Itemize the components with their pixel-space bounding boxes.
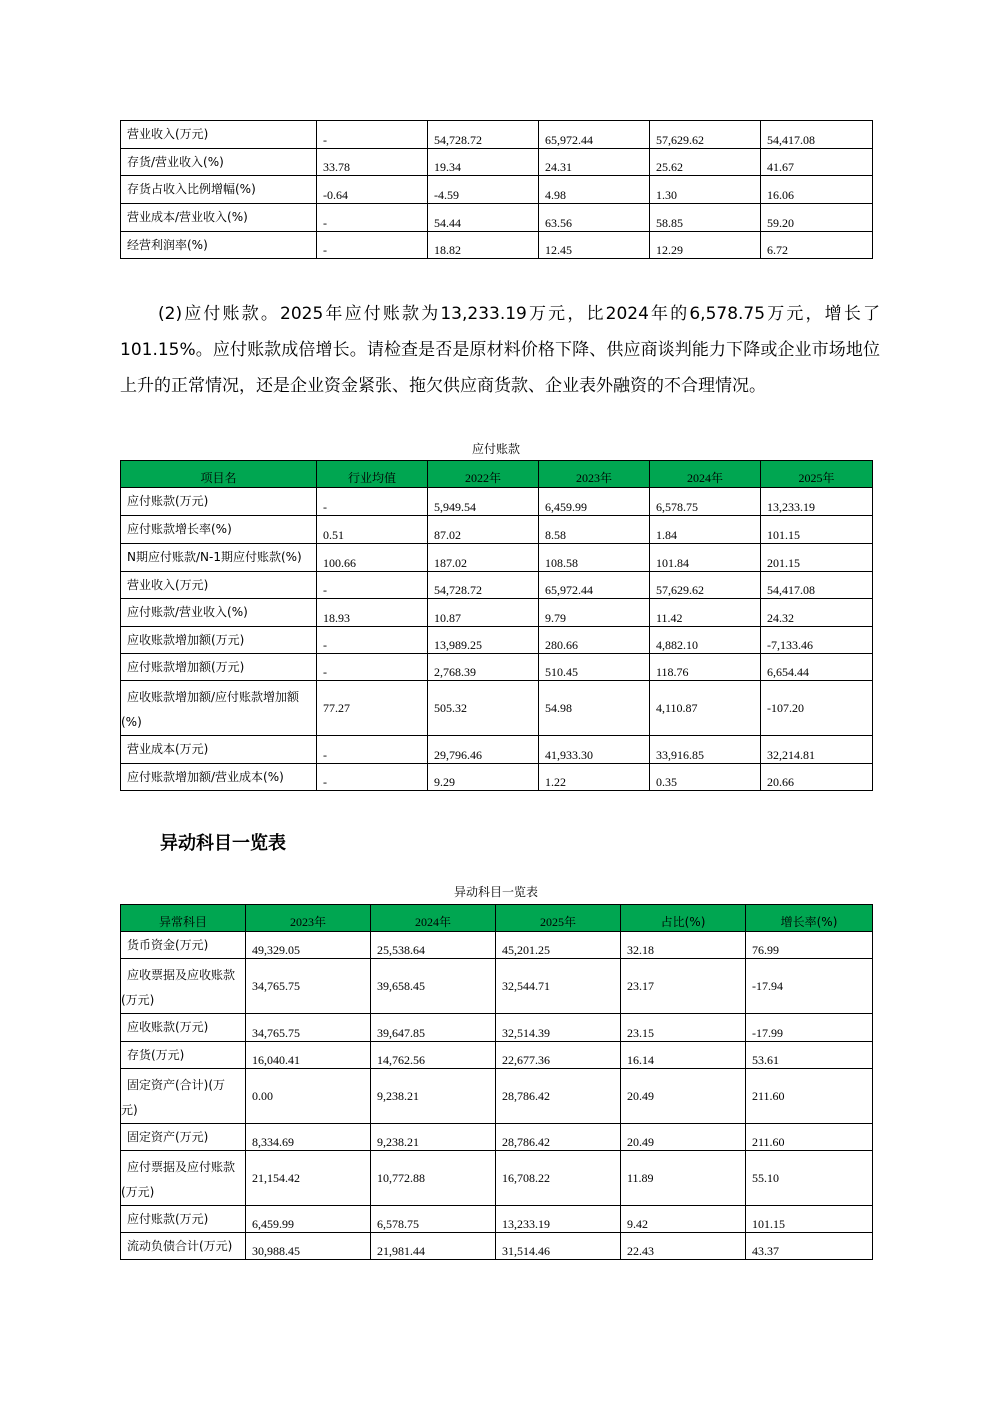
table-cell: 505.32 (428, 681, 539, 736)
row-label: 应付账款增加额(万元) (121, 654, 317, 681)
table-cell: 22.43 (621, 1233, 746, 1260)
table-cell: 34,765.75 (246, 1014, 371, 1042)
table-cell: - (317, 204, 428, 232)
table-cell: 4.98 (539, 176, 650, 204)
table-cell: 0.51 (317, 516, 428, 544)
table-cell: 23.17 (621, 959, 746, 1014)
table-cell: 23.15 (621, 1014, 746, 1042)
table-cell: -107.20 (761, 681, 873, 736)
table-row (121, 1014, 873, 1042)
table-cell: 13,989.25 (428, 627, 539, 654)
table-cell: 45,201.25 (496, 932, 621, 959)
table-cell: 32,514.39 (496, 1014, 621, 1042)
table-row (121, 959, 873, 1014)
table-cell: 39,647.85 (371, 1014, 496, 1042)
table-cell: 1.84 (650, 516, 761, 544)
table-cell: 0.00 (246, 1069, 371, 1124)
table-cell: 58.85 (650, 204, 761, 232)
table-cell: 32,544.71 (496, 959, 621, 1014)
table-cell: 63.56 (539, 204, 650, 232)
table-cell: 25,538.64 (371, 932, 496, 959)
table-row (121, 736, 873, 764)
table-cell: 18.82 (428, 232, 539, 259)
table-cell: 54.44 (428, 204, 539, 232)
table-cell: 0.35 (650, 764, 761, 791)
table-cell: 211.60 (746, 1124, 873, 1151)
table-cell: 13,233.19 (761, 488, 873, 516)
column-header: 项目名 (121, 461, 317, 488)
row-label: 存货占收入比例增幅(%) (121, 176, 317, 204)
table-cell: 10.87 (428, 599, 539, 627)
table-cell: 20.49 (621, 1069, 746, 1124)
table-row (121, 232, 873, 259)
column-header: 异常科目 (121, 905, 246, 932)
row-label: 应收账款增加额/应付账款增加额(%) (121, 681, 317, 736)
row-label: 应付账款(万元) (121, 1206, 246, 1233)
row-label: 货币资金(万元) (121, 932, 246, 959)
table-cell: - (317, 572, 428, 599)
row-label: 应收账款增加额(万元) (121, 627, 317, 654)
table-cell: 118.76 (650, 654, 761, 681)
row-label: 营业收入(万元) (121, 572, 317, 599)
table-cell: 6.72 (761, 232, 873, 259)
row-label: 营业收入(万元) (121, 121, 317, 149)
financial-table-continued (120, 120, 873, 259)
table-cell: 6,459.99 (539, 488, 650, 516)
table-cell: 6,654.44 (761, 654, 873, 681)
accounts-payable-table (120, 460, 873, 791)
table-cell: 57,629.62 (650, 572, 761, 599)
column-header: 2024年 (371, 905, 496, 932)
table-cell: 9,238.21 (371, 1124, 496, 1151)
table-cell: 39,658.45 (371, 959, 496, 1014)
table-cell: 101.15 (746, 1206, 873, 1233)
table-cell: 87.02 (428, 516, 539, 544)
table-row (121, 1151, 873, 1206)
table-cell: 20.49 (621, 1124, 746, 1151)
table-cell: 5,949.54 (428, 488, 539, 516)
table-cell: 54,417.08 (761, 121, 873, 149)
table-row (121, 599, 873, 627)
table-cell: 22,677.36 (496, 1042, 621, 1069)
accounts-payable-caption: 应付账款 (471, 442, 520, 456)
table-cell: 49,329.05 (246, 932, 371, 959)
table-cell: 1.22 (539, 764, 650, 791)
table-cell: 33,916.85 (650, 736, 761, 764)
table-cell: 10,772.88 (371, 1151, 496, 1206)
table-cell: - (317, 121, 428, 149)
table-cell: 9.42 (621, 1206, 746, 1233)
table-cell: 9,238.21 (371, 1069, 496, 1124)
table-cell: 100.66 (317, 544, 428, 572)
table-row (121, 764, 873, 791)
table-cell: 187.02 (428, 544, 539, 572)
table-cell: - (317, 736, 428, 764)
table-cell: 77.27 (317, 681, 428, 736)
table-cell: 57,629.62 (650, 121, 761, 149)
table-cell: 20.66 (761, 764, 873, 791)
table-cell: 25.62 (650, 149, 761, 176)
table-cell: 53.61 (746, 1042, 873, 1069)
table-row (121, 572, 873, 599)
table-cell: - (317, 488, 428, 516)
table-cell: 101.84 (650, 544, 761, 572)
table-cell: 510.45 (539, 654, 650, 681)
table-cell: 54.98 (539, 681, 650, 736)
column-header: 2024年 (650, 461, 761, 488)
column-header: 行业均值 (317, 461, 428, 488)
table-cell: -17.99 (746, 1014, 873, 1042)
table-cell: 18.93 (317, 599, 428, 627)
table-row (121, 654, 873, 681)
table-row (121, 1069, 873, 1124)
table-cell: 16,708.22 (496, 1151, 621, 1206)
table-cell: 9.79 (539, 599, 650, 627)
table-cell: 41.67 (761, 149, 873, 176)
table-cell: 14,762.56 (371, 1042, 496, 1069)
table-row (121, 488, 873, 516)
table-cell: 16.06 (761, 176, 873, 204)
row-label: 存货(万元) (121, 1042, 246, 1069)
table-cell: 65,972.44 (539, 121, 650, 149)
table-cell: 34,765.75 (246, 959, 371, 1014)
table-row (121, 1124, 873, 1151)
table-cell: 65,972.44 (539, 572, 650, 599)
table-cell: 9.29 (428, 764, 539, 791)
row-label: 应付票据及应付账款(万元) (121, 1151, 246, 1206)
table-cell: -17.94 (746, 959, 873, 1014)
table-cell: 6,578.75 (650, 488, 761, 516)
table-row (121, 176, 873, 204)
table-cell: 24.32 (761, 599, 873, 627)
table-cell: -0.64 (317, 176, 428, 204)
table-row (121, 121, 873, 149)
column-header: 占比(%) (621, 905, 746, 932)
table-cell: 201.15 (761, 544, 873, 572)
section-heading: 异动科目一览表 (160, 833, 286, 854)
table-cell: - (317, 232, 428, 259)
table-row (121, 1206, 873, 1233)
table-cell: 30,988.45 (246, 1233, 371, 1260)
table-cell: -7,133.46 (761, 627, 873, 654)
table-cell: 54,728.72 (428, 572, 539, 599)
row-label: 营业成本(万元) (121, 736, 317, 764)
table-row (121, 627, 873, 654)
table-cell: - (317, 627, 428, 654)
table-cell: -4.59 (428, 176, 539, 204)
table-cell: - (317, 764, 428, 791)
row-label: 应付账款(万元) (121, 488, 317, 516)
row-label: 经营利润率(%) (121, 232, 317, 259)
table-row (121, 681, 873, 736)
table-cell: 41,933.30 (539, 736, 650, 764)
row-label: 应收票据及应收账款(万元) (121, 959, 246, 1014)
table-cell: 6,459.99 (246, 1206, 371, 1233)
table-cell: 211.60 (746, 1069, 873, 1124)
table-row (121, 204, 873, 232)
accounts-payable-paragraph: (2)应付账款。2025年应付账款为13,233.19万元，比2024年的6,578.75万元，增长了101.15%。应付账款成倍增长。请检查是否是原材料价格下降、供应商谈判能力下降或企业市场地位上升的正常情况，还是企业资金紧张、拖欠供应商货款、企业表外融资的不合理情况。 (120, 304, 880, 396)
table-cell: 8,334.69 (246, 1124, 371, 1151)
table-cell: 29,796.46 (428, 736, 539, 764)
table-cell: 13,233.19 (496, 1206, 621, 1233)
table-cell: 4,110.87 (650, 681, 761, 736)
row-label: N期应付账款/N-1期应付账款(%) (121, 544, 317, 572)
table-cell: 280.66 (539, 627, 650, 654)
table-cell: 21,981.44 (371, 1233, 496, 1260)
table-cell: 1.30 (650, 176, 761, 204)
row-label: 存货/营业收入(%) (121, 149, 317, 176)
table-row (121, 516, 873, 544)
table-cell: 8.58 (539, 516, 650, 544)
table-cell: 11.89 (621, 1151, 746, 1206)
column-header: 2023年 (246, 905, 371, 932)
table-cell: 59.20 (761, 204, 873, 232)
table-cell: 19.34 (428, 149, 539, 176)
table-cell: 54,417.08 (761, 572, 873, 599)
column-header: 2022年 (428, 461, 539, 488)
table-cell: 101.15 (761, 516, 873, 544)
table-row (121, 149, 873, 176)
table-cell: 55.10 (746, 1151, 873, 1206)
row-label: 固定资产(合计)(万元) (121, 1069, 246, 1124)
table-row (121, 932, 873, 959)
table-cell: 32.18 (621, 932, 746, 959)
row-label: 营业成本/营业收入(%) (121, 204, 317, 232)
table-cell: 11.42 (650, 599, 761, 627)
table-cell: 6,578.75 (371, 1206, 496, 1233)
table-cell: 12.29 (650, 232, 761, 259)
table-cell: 24.31 (539, 149, 650, 176)
table-cell: 108.58 (539, 544, 650, 572)
table-row (121, 544, 873, 572)
row-label: 应付账款/营业收入(%) (121, 599, 317, 627)
table-cell: 33.78 (317, 149, 428, 176)
abnormal-items-table (120, 904, 873, 1260)
table-cell: - (317, 654, 428, 681)
table-cell: 16.14 (621, 1042, 746, 1069)
table-cell: 12.45 (539, 232, 650, 259)
row-label: 应付账款增加额/营业成本(%) (121, 764, 317, 791)
row-label: 应收账款(万元) (121, 1014, 246, 1042)
table-cell: 28,786.42 (496, 1069, 621, 1124)
table-cell: 54,728.72 (428, 121, 539, 149)
column-header: 2023年 (539, 461, 650, 488)
abnormal-items-caption: 异动科目一览表 (453, 885, 538, 899)
table-cell: 2,768.39 (428, 654, 539, 681)
table-row (121, 1042, 873, 1069)
table-cell: 43.37 (746, 1233, 873, 1260)
table-cell: 16,040.41 (246, 1042, 371, 1069)
row-label: 固定资产(万元) (121, 1124, 246, 1151)
column-header: 2025年 (496, 905, 621, 932)
table-cell: 32,214.81 (761, 736, 873, 764)
table-row (121, 1233, 873, 1260)
column-header: 增长率(%) (746, 905, 873, 932)
row-label: 流动负债合计(万元) (121, 1233, 246, 1260)
table-cell: 76.99 (746, 932, 873, 959)
row-label: 应付账款增长率(%) (121, 516, 317, 544)
table-cell: 21,154.42 (246, 1151, 371, 1206)
table-cell: 4,882.10 (650, 627, 761, 654)
column-header: 2025年 (761, 461, 873, 488)
table-cell: 31,514.46 (496, 1233, 621, 1260)
table-cell: 28,786.42 (496, 1124, 621, 1151)
